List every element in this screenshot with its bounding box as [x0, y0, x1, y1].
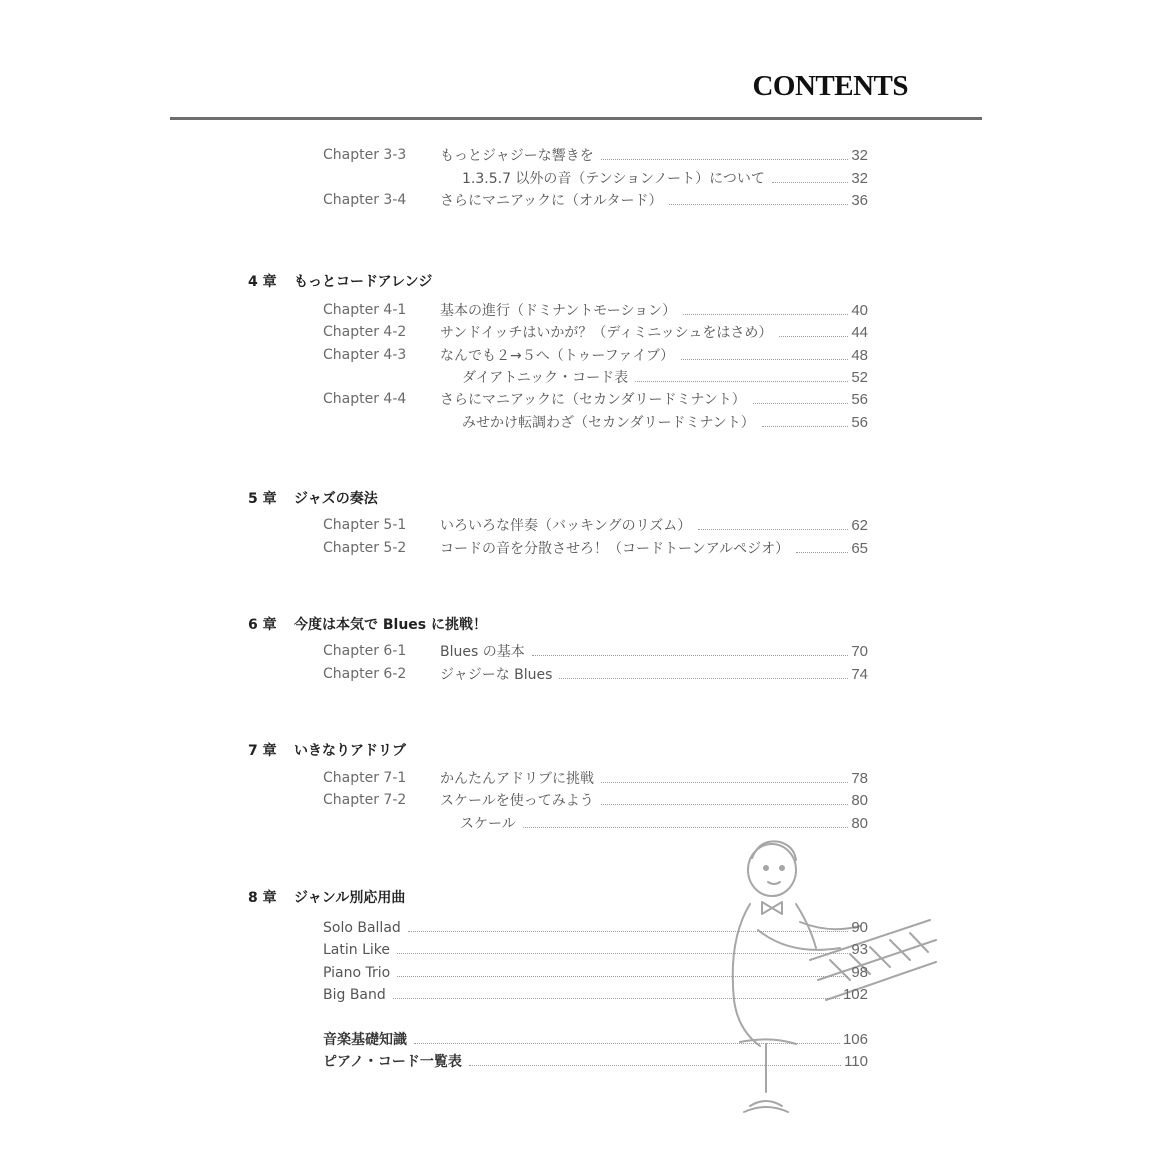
- entry-title: もっとジャジーな響きを: [440, 148, 594, 164]
- chapter-heading-number: 6 章: [248, 617, 277, 633]
- page-number: 52: [851, 369, 868, 386]
- leader-dots: [559, 663, 848, 679]
- leader-dots: [683, 299, 848, 315]
- entry-title: かんたんアドリブに挑戦: [440, 771, 594, 787]
- toc-row[interactable]: [0, 640, 1150, 662]
- page-number: 36: [851, 192, 868, 209]
- leader-dots: [408, 916, 849, 932]
- toc-row[interactable]: [0, 961, 1150, 983]
- toc-row[interactable]: [0, 299, 1150, 321]
- chapter-heading[interactable]: [248, 614, 487, 634]
- page-number: 74: [851, 666, 868, 683]
- page-number: 62: [851, 517, 868, 534]
- page-number: 48: [851, 347, 868, 364]
- chapter-number: Chapter 4-1: [323, 302, 407, 318]
- chapter-heading[interactable]: [248, 271, 432, 291]
- chapter-number: Chapter 4-3: [323, 347, 407, 363]
- entry-title: みせかけ転調わざ（セカンダリードミナント）: [462, 415, 755, 431]
- leader-dots: [669, 189, 848, 205]
- toc-row[interactable]: [0, 144, 1150, 166]
- leader-dots: [397, 961, 848, 977]
- toc-row[interactable]: [0, 938, 1150, 960]
- chapter-number: Chapter 4-2: [323, 324, 407, 340]
- page-number: 56: [851, 391, 868, 408]
- page-number: 106: [842, 1031, 868, 1048]
- leader-dots: [393, 983, 840, 999]
- chapter-number: Chapter 7-1: [323, 770, 407, 786]
- entry-title: ジャジーな Blues: [440, 667, 553, 683]
- page-number: 44: [851, 324, 868, 341]
- chapter-number: Chapter 5-1: [323, 517, 407, 533]
- entry-title: さらにマニアックに（セカンダリードミナント）: [440, 392, 746, 408]
- chapter-heading[interactable]: [248, 488, 378, 508]
- toc-row[interactable]: [0, 366, 1150, 388]
- toc-row[interactable]: [0, 388, 1150, 410]
- toc-row[interactable]: [0, 344, 1150, 366]
- chapter-number: Chapter 3-3: [323, 147, 407, 163]
- page-number: 32: [851, 147, 868, 164]
- page-number: 65: [851, 540, 868, 557]
- entry-title: さらにマニアックに（オルタード）: [440, 193, 663, 209]
- leader-dots: [601, 789, 849, 805]
- toc-row[interactable]: [0, 1050, 1150, 1072]
- leader-dots: [796, 537, 848, 553]
- chapter-heading-title: 今度は本気で Blues に挑戦！: [294, 617, 488, 633]
- chapter-number: Chapter 3-4: [323, 192, 407, 208]
- toc-row[interactable]: [0, 789, 1150, 811]
- chapter-heading-title: もっとコードアレンジ: [294, 274, 433, 290]
- toc-row[interactable]: [0, 167, 1150, 189]
- page-number: 102: [842, 986, 868, 1003]
- toc-row[interactable]: [0, 1028, 1150, 1050]
- chapter-heading-title: いきなりアドリブ: [294, 743, 406, 759]
- page-number: 70: [851, 643, 868, 660]
- page-number: 98: [851, 964, 868, 981]
- chapter-number: Chapter 5-2: [323, 540, 407, 556]
- entry-title: Latin Like: [323, 942, 390, 958]
- toc-row[interactable]: [0, 537, 1150, 559]
- page-number: 80: [851, 815, 868, 832]
- leader-dots: [414, 1028, 840, 1044]
- page-number: 80: [851, 792, 868, 809]
- leader-dots: [635, 366, 848, 382]
- entry-title: スケールを使ってみよう: [440, 793, 594, 809]
- chapter-heading-number: 7 章: [248, 743, 277, 759]
- chapter-number: Chapter 6-1: [323, 643, 407, 659]
- entry-title: スケール: [460, 816, 516, 832]
- chapter-heading[interactable]: [248, 887, 405, 907]
- entry-title: Big Band: [323, 987, 386, 1003]
- page-number: 32: [851, 170, 868, 187]
- leader-dots: [772, 167, 848, 183]
- toc-row[interactable]: [0, 411, 1150, 433]
- leader-dots: [601, 144, 849, 160]
- page-number: 90: [851, 919, 868, 936]
- chapter-heading-title: ジャズの奏法: [294, 491, 378, 507]
- entry-title: ピアノ・コード一覧表: [323, 1054, 462, 1070]
- page-number: 93: [851, 941, 868, 958]
- leader-dots: [469, 1050, 841, 1066]
- entry-title: 音楽基礎知識: [323, 1032, 407, 1048]
- page-number: 78: [851, 770, 868, 787]
- toc-row[interactable]: [0, 663, 1150, 685]
- page-number: 40: [851, 302, 868, 319]
- page-number: 110: [844, 1053, 868, 1070]
- entry-title: Piano Trio: [323, 965, 391, 981]
- entry-title: ダイアトニック・コード表: [462, 370, 629, 386]
- toc-row[interactable]: [0, 767, 1150, 789]
- page-title: CONTENTS: [752, 70, 908, 102]
- chapter-heading-number: 5 章: [248, 491, 277, 507]
- entry-title: 基本の進行（ドミナントモーション）: [440, 303, 677, 319]
- chapter-heading-number: 4 章: [248, 274, 277, 290]
- leader-dots: [681, 344, 848, 360]
- entry-title: なんでも２→５へ（トゥーファイブ）: [440, 348, 675, 364]
- toc-row[interactable]: [0, 812, 1150, 834]
- leader-dots: [397, 938, 848, 954]
- toc-row[interactable]: [0, 321, 1150, 343]
- toc-row[interactable]: [0, 983, 1150, 1005]
- chapter-heading-title: ジャンル別応用曲: [294, 890, 406, 906]
- leader-dots: [532, 640, 849, 656]
- entry-title: Blues の基本: [440, 644, 525, 660]
- leader-dots: [762, 411, 849, 427]
- entry-title: Solo Ballad: [323, 920, 401, 936]
- leader-dots: [698, 514, 848, 530]
- leader-dots: [779, 321, 848, 337]
- toc-row[interactable]: [0, 916, 1150, 938]
- title-rule: [170, 117, 982, 120]
- leader-dots: [523, 812, 849, 828]
- leader-dots: [753, 388, 849, 404]
- entry-title: 1.3.5.7 以外の音（テンションノート）について: [462, 171, 765, 187]
- chapter-heading[interactable]: [248, 740, 406, 760]
- chapter-number: Chapter 4-4: [323, 391, 407, 407]
- chapter-number: Chapter 7-2: [323, 792, 407, 808]
- entry-title: サンドイッチはいかが？（ディミニッシュをはさめ）: [440, 325, 773, 341]
- toc-row[interactable]: [0, 514, 1150, 536]
- leader-dots: [601, 767, 848, 783]
- chapter-number: Chapter 6-2: [323, 666, 407, 682]
- entry-title: コードの音を分散させろ！（コードトーンアルペジオ）: [440, 541, 790, 557]
- toc-row[interactable]: [0, 189, 1150, 211]
- chapter-heading-number: 8 章: [248, 890, 277, 906]
- page-number: 56: [851, 414, 868, 431]
- entry-title: いろいろな伴奏（バッキングのリズム）: [440, 518, 692, 534]
